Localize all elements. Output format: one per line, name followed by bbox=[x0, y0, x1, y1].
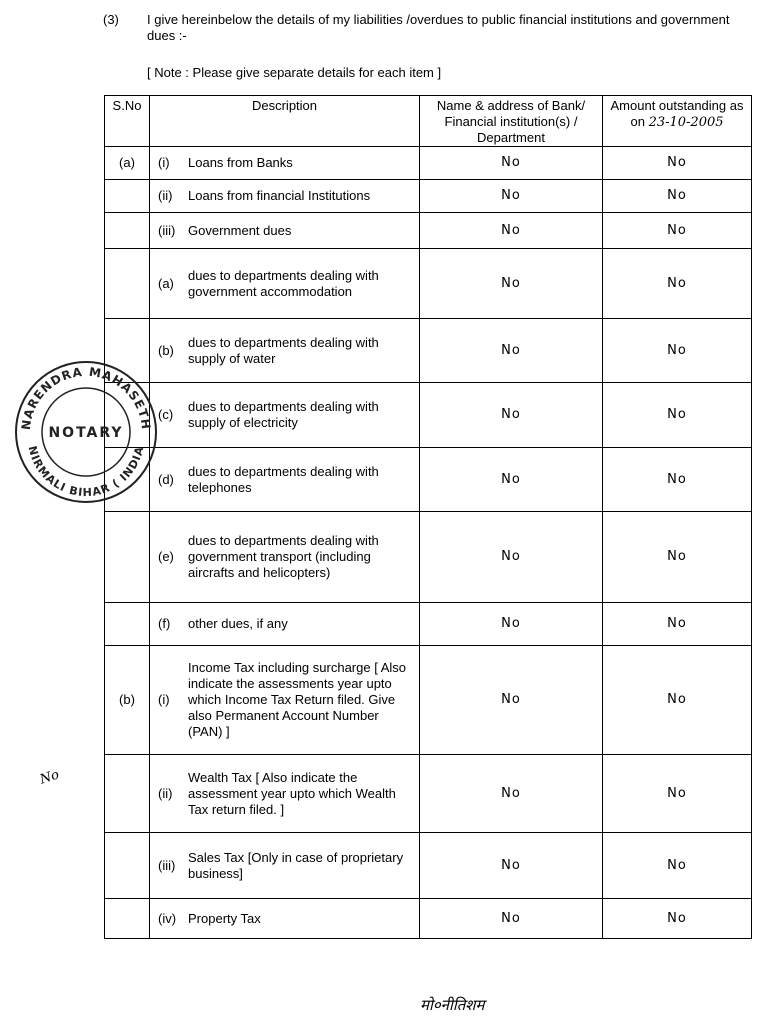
row-description bbox=[150, 603, 420, 646]
table-row bbox=[105, 603, 752, 646]
row-text: dues to departments dealing with supply of electricity bbox=[188, 399, 379, 430]
row-text: Government dues bbox=[188, 222, 292, 238]
header-amount-prefix: Amount outstanding as on bbox=[610, 98, 744, 129]
table-row bbox=[105, 646, 752, 755]
table-row bbox=[105, 147, 752, 180]
liabilities-table bbox=[104, 95, 752, 939]
row-amount-value: No bbox=[603, 899, 752, 939]
stamp-top-text: NARENDRA MAHASETH bbox=[18, 364, 154, 431]
table-row bbox=[105, 319, 752, 383]
row-description bbox=[150, 899, 420, 939]
row-bank-value: No bbox=[420, 833, 603, 899]
row-text: other dues, if any bbox=[188, 616, 288, 631]
row-text: Loans from Banks bbox=[188, 155, 293, 170]
row-bank-value: No bbox=[420, 319, 603, 383]
row-description bbox=[150, 755, 420, 833]
row-sno: (a) bbox=[105, 147, 150, 180]
row-bank-value: No bbox=[420, 755, 603, 833]
signature: मो०नीतिशम bbox=[420, 996, 485, 1014]
row-text: dues to departments dealing with government accommodation bbox=[188, 267, 379, 299]
row-bank-value: No bbox=[420, 180, 603, 213]
header-bank: Name & address of Bank/ Financial institution(s) / Department bbox=[420, 96, 603, 147]
row-bank-value: No bbox=[420, 147, 603, 180]
row-sno bbox=[105, 213, 150, 249]
note-text: [ Note : Please give separate details for each item ] bbox=[147, 65, 442, 80]
row-amount-value: No bbox=[603, 646, 752, 755]
svg-text:NARENDRA MAHASETH bbox=[19, 365, 153, 431]
table-row bbox=[105, 899, 752, 939]
row-label: (e) bbox=[158, 549, 174, 564]
intro-text: I give hereinbelow the details of my liabilities /overdues to public financial institutions and government dues :- bbox=[147, 12, 730, 43]
row-bank-value: No bbox=[420, 213, 603, 249]
section-number: (3) bbox=[103, 12, 119, 27]
row-label: (ii) bbox=[158, 785, 173, 801]
row-description bbox=[150, 646, 420, 755]
row-sno bbox=[105, 755, 150, 833]
row-description bbox=[150, 319, 420, 383]
row-amount-value: No bbox=[603, 755, 752, 833]
row-label: (a) bbox=[158, 275, 174, 291]
row-text: dues to departments dealing with telephones bbox=[188, 463, 379, 495]
row-sno bbox=[105, 249, 150, 319]
row-sno bbox=[105, 899, 150, 939]
stamp-bottom-text: NIRMALI BIHAR ( INDIA bbox=[25, 444, 147, 500]
row-amount-value: No bbox=[603, 147, 752, 180]
row-amount-value: No bbox=[603, 213, 752, 249]
row-label: (iii) bbox=[158, 222, 176, 238]
table-row bbox=[105, 755, 752, 833]
row-bank-value: No bbox=[420, 383, 603, 448]
row-label: (c) bbox=[158, 407, 174, 422]
notary-stamp bbox=[12, 358, 160, 506]
table-row bbox=[105, 180, 752, 213]
table-row bbox=[105, 833, 752, 899]
table-row bbox=[105, 213, 752, 249]
table-row bbox=[105, 448, 752, 512]
row-sno bbox=[105, 512, 150, 603]
row-sno bbox=[105, 603, 150, 646]
row-amount-value: No bbox=[603, 603, 752, 646]
row-description bbox=[150, 249, 420, 319]
row-label: (iv) bbox=[158, 910, 177, 926]
row-label: (i) bbox=[158, 692, 170, 707]
row-bank-value: No bbox=[420, 448, 603, 512]
row-description bbox=[150, 833, 420, 899]
row-amount-value: No bbox=[603, 180, 752, 213]
row-description bbox=[150, 147, 420, 180]
row-bank-value: No bbox=[420, 249, 603, 319]
row-text: dues to departments dealing with supply of water bbox=[188, 334, 379, 366]
row-text: Loans from financial Institutions bbox=[188, 188, 371, 203]
row-description bbox=[150, 383, 420, 448]
row-label: (b) bbox=[158, 342, 174, 358]
row-label: (d) bbox=[158, 471, 174, 487]
row-amount-value: No bbox=[603, 249, 752, 319]
header-amount bbox=[603, 96, 752, 147]
row-text: Property Tax bbox=[188, 910, 261, 926]
header-amount-date: 23-10-2005 bbox=[648, 115, 724, 130]
row-text: Sales Tax [Only in case of proprietary business] bbox=[188, 849, 404, 881]
row-label: (iii) bbox=[158, 857, 176, 873]
row-text: Income Tax including surcharge [ Also indicate the assessments year upto which Income Tax Return filed. Give also Permanent Account Number (PAN) ] bbox=[188, 660, 406, 739]
row-amount-value: No bbox=[603, 319, 752, 383]
row-label: (f) bbox=[158, 616, 171, 631]
row-sno bbox=[105, 180, 150, 213]
header-sno: S.No bbox=[105, 96, 150, 147]
row-sno bbox=[105, 833, 150, 899]
row-bank-value: No bbox=[420, 646, 603, 755]
row-bank-value: No bbox=[420, 512, 603, 603]
row-description bbox=[150, 512, 420, 603]
svg-text:NIRMALI BIHAR ( INDIA bbox=[26, 445, 147, 499]
row-description bbox=[150, 448, 420, 512]
row-bank-value: No bbox=[420, 603, 603, 646]
header-description: Description bbox=[150, 96, 420, 147]
row-amount-value: No bbox=[603, 512, 752, 603]
row-label: (i) bbox=[158, 155, 170, 170]
table-row bbox=[105, 383, 752, 448]
row-description bbox=[150, 213, 420, 249]
row-description bbox=[150, 180, 420, 213]
row-label: (ii) bbox=[158, 188, 173, 203]
margin-mark: No bbox=[38, 767, 62, 788]
row-text: Wealth Tax [ Also indicate the assessment year upto which Wealth Tax return filed. ] bbox=[188, 769, 396, 817]
table-row bbox=[105, 512, 752, 603]
row-bank-value: No bbox=[420, 899, 603, 939]
row-text: dues to departments dealing with government transport (including aircrafts and helicopters) bbox=[188, 533, 379, 580]
row-amount-value: No bbox=[603, 833, 752, 899]
row-sno: (b) bbox=[105, 646, 150, 755]
stamp-center-text: NOTARY bbox=[48, 425, 124, 441]
row-amount-value: No bbox=[603, 448, 752, 512]
table-row bbox=[105, 249, 752, 319]
row-amount-value: No bbox=[603, 383, 752, 448]
